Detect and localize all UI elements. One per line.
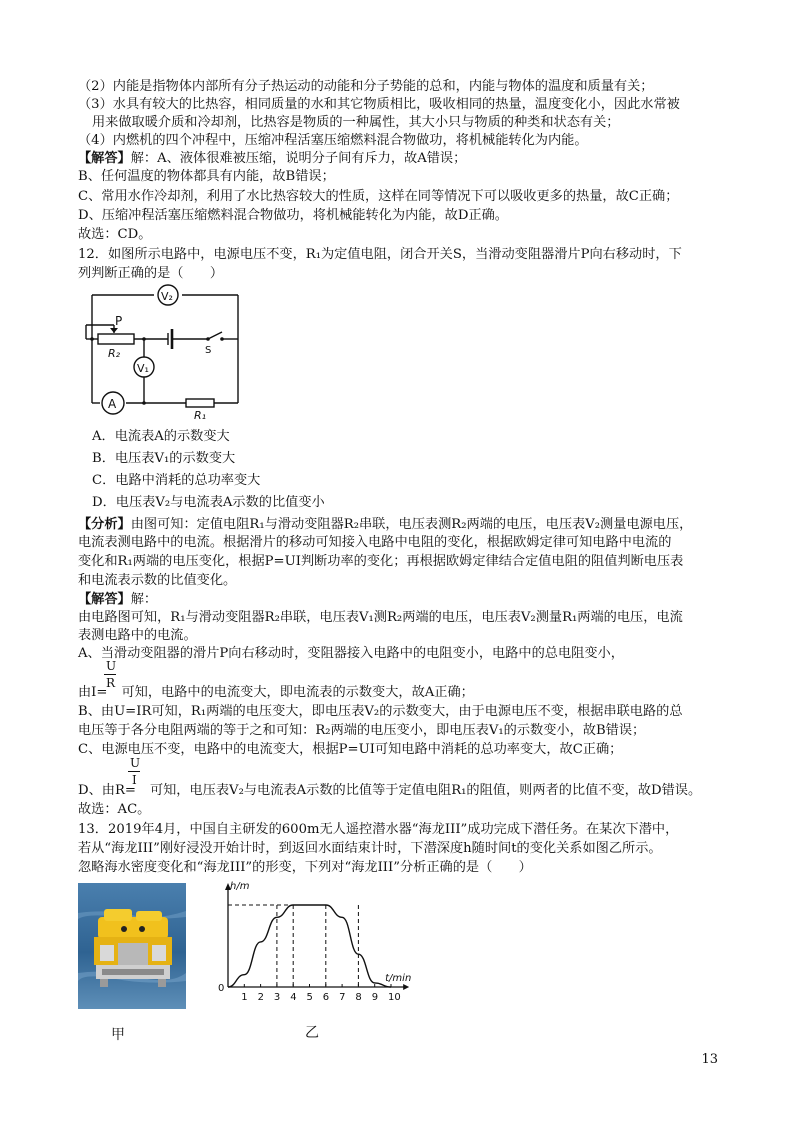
x-axis-arrow-icon xyxy=(403,984,409,990)
option-d: D．电压表V₂与电流表A示数的比值变小 xyxy=(92,495,325,510)
text-line: 用来做取暖介质和冷却剂，比热容是物质的一种属性，其大小只与物质的种类和状态有关； xyxy=(92,115,620,130)
answer-line: 【解答】解： xyxy=(78,592,158,607)
text-line: 电压等于各分电阻两端的等于之和可知：R₂两端的电压变小，即电压表V₁的示数变小，故B错误； xyxy=(78,723,646,738)
x-tick-label: 3 xyxy=(273,992,281,1003)
fraction-denominator: R xyxy=(106,676,116,690)
depth-curve xyxy=(228,905,391,987)
question-13: 13．2019年4月，中国自主研发的600m无人遥控潜水器“海龙III”成功完成下潜任务。在某次下潜中， xyxy=(78,822,679,837)
answer-tag: 【解答】 xyxy=(78,151,131,166)
text-line: 故选：AC。 xyxy=(78,802,151,817)
analysis-line: 【分析】由图可知：定值电阻R₁与滑动变阻器R₂串联，电压表测R₂两端的电压，电压表V₂测量电源电压， xyxy=(78,517,693,532)
text-line: B、由U=IR可知，R₁两端的电压变大，即电压表V₂的示数变大，由于电源电压不变，根据串联电路的总 xyxy=(78,704,683,719)
fraction-bar xyxy=(104,674,116,675)
label-s: S xyxy=(205,345,212,356)
text-line: C、电源电压不变，电路中的电流变大，根据P=UI可知电路中消耗的总功率变大，故C正确； xyxy=(78,742,623,757)
option-a: A．电流表A的示数变大 xyxy=(92,429,230,444)
fraction-denominator: I xyxy=(132,773,137,787)
option-c: C．电路中消耗的总功率变大 xyxy=(92,473,261,488)
x-axis-label: t/min xyxy=(385,973,412,984)
label-r1: R₁ xyxy=(194,409,207,422)
fraction-numerator: U xyxy=(130,756,141,770)
text-line: 表测电路中的电流。 xyxy=(78,628,197,643)
answer-tag: 【解答】 xyxy=(78,592,131,607)
caption-jia: 甲 xyxy=(111,1027,125,1043)
label-r2: R₂ xyxy=(108,347,121,360)
x-tick-label: 2 xyxy=(257,992,264,1003)
origin-label: 0 xyxy=(218,983,225,994)
text-line: 若从“海龙III”刚好浸没开始计时，到返回水面结束计时，下潜深度h随时间t的变化关系如图乙所示。 xyxy=(78,841,662,856)
text-line: （2）内能是指物体内部所有分子热运动的动能和分子势能的总和，内能与物体的温度和质量有关； xyxy=(78,79,654,94)
option-b: B．电压表V₁的示数变大 xyxy=(92,451,236,466)
text-line: A、当滑动变阻器的滑片P向右移动时，变阻器接入电路中的电阻变小，电路中的总电阻变小， xyxy=(78,646,624,661)
depth-time-chart xyxy=(210,880,410,1005)
answer-line: 【解答】解：A、液体很难被压缩，说明分子间有斥力，故A错误； xyxy=(78,151,467,166)
label-v1: V₁ xyxy=(137,362,149,375)
text-line: 由电路图可知，R₁与滑动变阻器R₂串联，电压表V₁测R₂两端的电压，电压表V₂测量R₁两端的电压，电流 xyxy=(78,610,683,625)
text-line: C、常用水作冷却剂，利用了水比热容较大的性质，这样在同等情况下可以吸收更多的热量，故C正确； xyxy=(78,189,679,204)
fraction-numerator: U xyxy=(106,659,117,673)
question-12: 12．如图所示电路中，电源电压不变，R₁为定值电阻，闭合开关S，当滑动变阻器滑片P向右移动时，下 xyxy=(78,247,682,262)
text-line: 忽略海水密度变化和“海龙III”的形变，下列对“海龙III”分析正确的是（ ） xyxy=(78,860,532,875)
label-a: A xyxy=(108,397,117,411)
text-line: 列判断正确的是（ ） xyxy=(78,266,224,281)
text-line: 和电流表示数的比值变化。 xyxy=(78,573,237,588)
x-tick-label: 10 xyxy=(388,992,401,1003)
text-line: D、压缩冲程活塞压缩燃料混合物做功，将机械能转化为内能，故D正确。 xyxy=(78,208,508,223)
label-p: P xyxy=(115,314,123,328)
page-number: 13 xyxy=(701,1052,718,1067)
x-tick-label: 8 xyxy=(355,992,362,1003)
label-v2: V₂ xyxy=(161,290,173,303)
caption-yi: 乙 xyxy=(305,1025,319,1041)
x-tick-label: 9 xyxy=(371,992,379,1003)
submersible-photo xyxy=(78,883,186,1009)
x-tick-label: 7 xyxy=(339,992,346,1003)
fraction-bar xyxy=(128,771,140,772)
text-line: 变化和R₁两端的电压变化，根据P=UI判断功率的变化；再根据欧姆定律结合定值电阻的阻值判断电压表 xyxy=(78,554,684,569)
x-tick-label: 6 xyxy=(322,992,330,1003)
text-line: 故选：CD。 xyxy=(78,227,152,242)
text-line: 由I= 可知，电路中的电流变大，即电流表的示数变大，故A正确； xyxy=(78,685,474,700)
text-line: B、任何温度的物体都具有内能，故B错误； xyxy=(78,169,335,184)
analysis-tag: 【分析】 xyxy=(78,517,131,532)
circuit-diagram xyxy=(78,283,250,422)
x-tick-label: 4 xyxy=(290,992,297,1003)
x-tick-label: 5 xyxy=(306,992,313,1003)
text-line: （3）水具有较大的比热容，相同质量的水和其它物质相比，吸收相同的热量，温度变化小，因此水常被 xyxy=(78,97,680,112)
text-line: D、由R= 可知，电压表V₂与电流表A示数的比值等于定值电阻R₁的阻值，则两者的比值不变，故D错误。 xyxy=(78,783,702,798)
text-line: （4）内燃机的四个冲程中，压缩冲程活塞压缩燃料混合物做功，将机械能转化为内能。 xyxy=(78,133,588,148)
x-tick-label: 1 xyxy=(241,992,248,1003)
y-axis-label: h/m xyxy=(230,881,250,892)
text-line: 电流表测电路中的电流。根据滑片的移动可知接入电路中电阻的变化，根据欧姆定律可知电路中电流的 xyxy=(78,535,672,550)
